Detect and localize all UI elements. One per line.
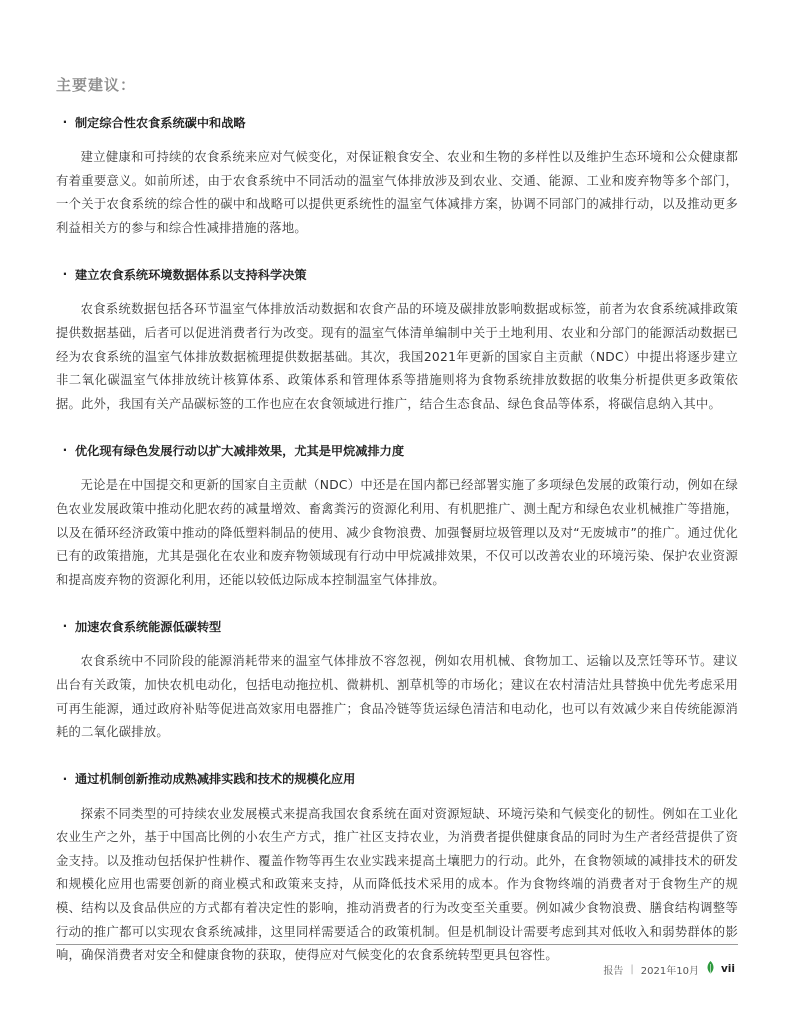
- section-title: [56, 612, 738, 640]
- section-paragraph: 农食系统数据包括各环节温室气体排放活动数据和农食产品的环境及碳排放影响数据或标签，前者为农食系统减排政策提供数据基础，后者可以促进消费者行为改变。现有的温室气体清单编制中关于土地利用、农业和分部门的能源活动数据已经为农食系统的温室气体排放数据梳理提供数据基础。其次，我国2021年更新的国家自主贡献（NDC）中提出将逐步建立非二氧化碳温室气体排放统计核算体系、政策体系和管理体系等措施则将为食物系统排放数据的收集分析提供更多政策依据。此外，我国有关产品碳标签的工作也应在农食领域进行推广，结合生态食品、绿色食品等体系，将碳信息纳入其中。: [56, 302, 738, 411]
- page-number: vii: [720, 963, 735, 975]
- footer-divider: [56, 944, 738, 945]
- footer-label: 报告: [603, 965, 624, 977]
- footer-date: 2021年10月: [640, 965, 699, 977]
- bullet-icon: ·: [62, 267, 68, 282]
- section-mechanism-innovation: [56, 765, 738, 968]
- section-green-development-optimization: [56, 436, 738, 592]
- section-title: [56, 260, 738, 288]
- section-title-text: 制定综合性农食系统碳中和战略: [75, 115, 246, 130]
- section-energy-low-carbon-transition: [56, 612, 738, 744]
- section-title-text: 通过机制创新推动成熟减排实践和技术的规模化应用: [75, 772, 356, 787]
- section-paragraph: 无论是在中国提交和更新的国家自主贡献（NDC）中还是在国内都已经部署实施了多项绿色发展的政策行动，例如在绿色农业发展政策中推动化肥农药的减量增效、畜禽粪污的资源化利用、有机肥推广、测土配方和绿色农业机械推广等措施，以及在循环经济政策中推动的降低塑料制品的使用、减少食物浪费、加强餐厨垃圾管理以及对“无废城市”的推广。通过优化已有的政策措施，尤其是强化在农业和废弃物领域现有行动中甲烷减排效果，不仅可以改善农业的环境污染、保护农业资源和提高废弃物的资源化利用，还能以较低边际成本控制温室气体排放。: [56, 478, 738, 587]
- section-title: [56, 436, 738, 464]
- page-heading: 主要建议：: [56, 76, 137, 94]
- section-title-text: 建立农食系统环境数据体系以支持科学决策: [75, 267, 307, 282]
- leaf-icon: [706, 961, 715, 977]
- section-title: [56, 765, 738, 793]
- section-title-text: 优化现有绿色发展行动以扩大减排效果，尤其是甲烷减排力度: [75, 443, 405, 458]
- section-carbon-neutral-strategy: [56, 108, 738, 240]
- page-footer: [603, 960, 735, 978]
- section-environmental-data-system: [56, 260, 738, 416]
- section-title: [56, 108, 738, 136]
- section-paragraph: 探索不同类型的可持续农业发展模式来提高我国农食系统在面对资源短缺、环境污染和气候变化的韧性。例如在工业化农业生产之外，基于中国高比例的小农生产方式，推广社区支持农业，为消费者提供健康食品的同时为生产者经营提供了资金支持。以及推动包括保护性耕作、覆盖作物等再生农业实践来提高土壤肥力的行动。此外，在食物领域的减排技术的研发和规模化应用也需要创新的商业模式和政策来支持，从而降低技术采用的成本。作为食物终端的消费者对于食物生产的规模、结构以及食品供应的方式都有着决定性的影响，推动消费者的行为改变至关重要。例如减少食物浪费、膳食结构调整等行动的推广都可以实现农食系统减排，这里同样需要适合的政策机制。但是机制设计需要考虑到其对低收入和弱势群体的影响，确保消费者对安全和健康食物的获取，使得应对气候变化的农食系统转型更具包容性。: [56, 806, 738, 963]
- footer-separator: |: [630, 963, 634, 975]
- section-title-text: 加速农食系统能源低碳转型: [75, 619, 222, 634]
- recommendation-sections: [56, 108, 738, 988]
- bullet-icon: ·: [62, 619, 68, 634]
- section-paragraph: 建立健康和可持续的农食系统来应对气候变化，对保证粮食安全、农业和生物的多样性以及维护生态环境和公众健康都有着重要意义。如前所述，由于农食系统中不同活动的温室气体排放涉及到农业、交通、能源、工业和废弃物等多个部门，一个关于农食系统的综合性的碳中和战略可以提供更系统性的温室气体减排方案，协调不同部门的减排行动，以及推动更多利益相关方的参与和综合性减排措施的落地。: [56, 150, 738, 235]
- section-paragraph: 农食系统中不同阶段的能源消耗带来的温室气体排放不容忽视，例如农用机械、食物加工、运输以及烹饪等环节。建议出台有关政策，加快农机电动化，包括电动拖拉机、微耕机、割草机等的市场化；建议在农村清洁灶具替换中优先考虑采用可再生能源，通过政府补贴等促进高效家用电器推广；食品冷链等货运绿色清洁和电动化，也可以有效减少来自传统能源消耗的二氧化碳排放。: [56, 654, 738, 740]
- bullet-icon: ·: [62, 115, 68, 129]
- bullet-icon: ·: [62, 771, 68, 786]
- bullet-icon: ·: [62, 443, 68, 458]
